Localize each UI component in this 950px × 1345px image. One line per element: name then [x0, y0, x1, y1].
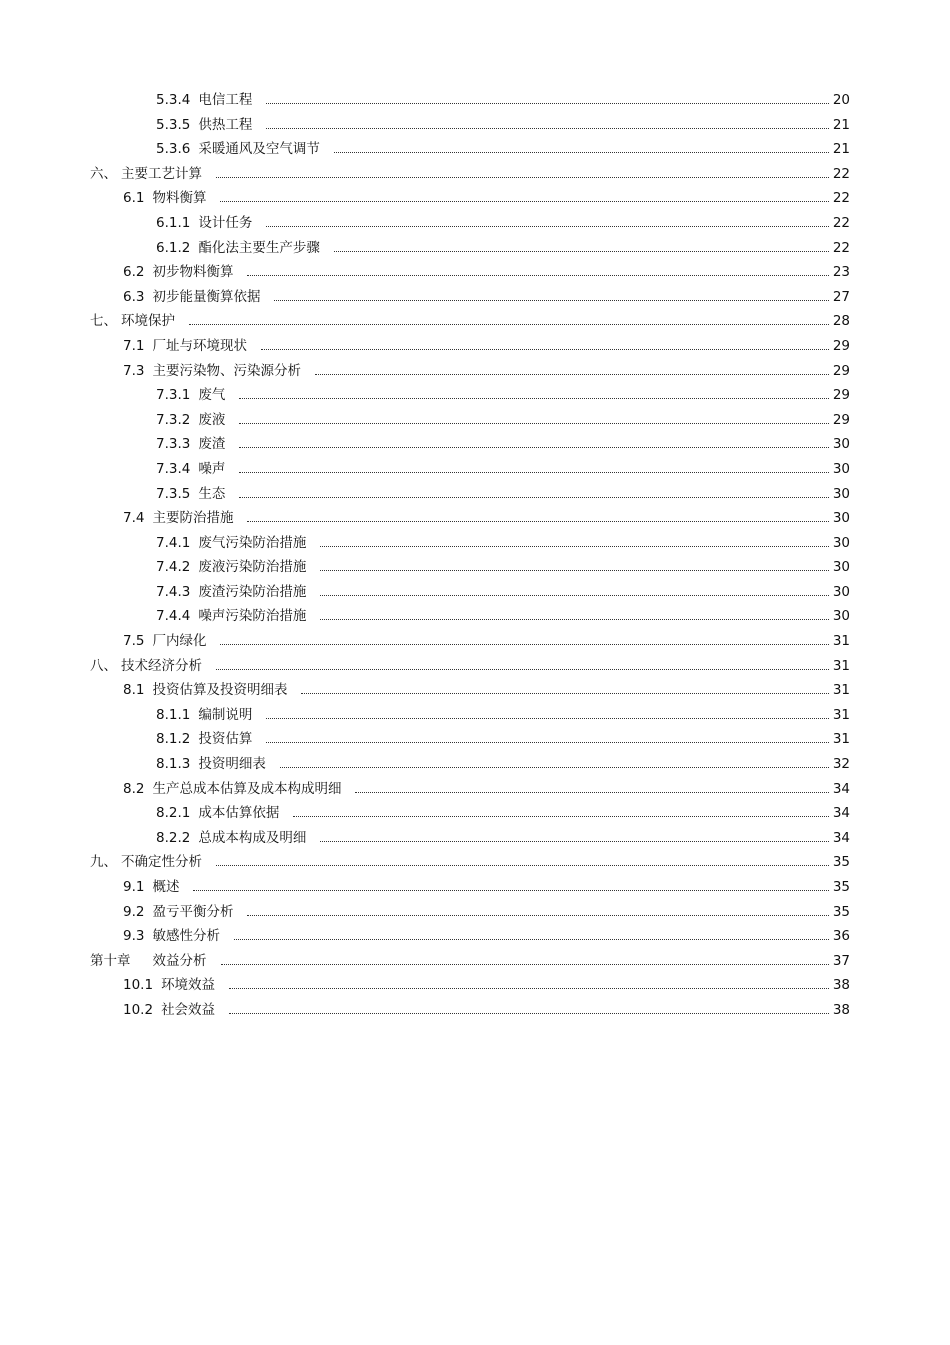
toc-entry[interactable]: [0, 727, 950, 752]
section-number: 8.2.2: [156, 829, 191, 846]
toc-entry-label: [123, 900, 233, 925]
section-number: 7.3.3: [156, 436, 191, 453]
page-number: 37: [832, 952, 850, 969]
section-number: 7.3.4: [156, 460, 191, 477]
section-title: 技术经济分析: [121, 657, 202, 674]
section-number: 7.4.3: [156, 583, 191, 600]
page-number: 30: [832, 534, 850, 551]
page-number: 27: [832, 288, 850, 305]
section-title: 盈亏平衡分析: [152, 903, 234, 920]
dot-leader: [234, 939, 829, 940]
section-title: 生态: [198, 485, 226, 502]
page-number: 30: [832, 559, 850, 576]
toc-entry[interactable]: [0, 309, 950, 334]
dot-leader: [247, 275, 829, 276]
dot-leader: [247, 915, 829, 916]
section-number: 7.4.4: [156, 608, 191, 625]
section-number: 5.3.5: [156, 116, 191, 133]
section-title: 废渣: [198, 436, 226, 453]
toc-entry[interactable]: [0, 457, 950, 482]
toc-entry[interactable]: [0, 949, 950, 974]
toc-entry-label: [123, 260, 233, 285]
section-title: 初步能量衡算依据: [152, 288, 261, 305]
toc-entry[interactable]: [0, 186, 950, 211]
toc-entry[interactable]: [0, 531, 950, 556]
page-number: 34: [832, 829, 850, 846]
page-number: 29: [832, 362, 850, 379]
toc-entry[interactable]: [0, 162, 950, 187]
dot-leader: [293, 816, 829, 817]
section-title: 噪声: [198, 460, 226, 477]
dot-leader: [239, 423, 829, 424]
dot-leader: [261, 349, 829, 350]
toc-entry[interactable]: [0, 998, 950, 1023]
section-title: 噪声污染防治措施: [198, 608, 307, 625]
dot-leader: [189, 324, 829, 325]
section-title: 主要污染物、污染源分析: [152, 362, 301, 379]
page-number: 23: [832, 264, 850, 281]
toc-entry-label: [156, 457, 225, 482]
dot-leader: [266, 718, 829, 719]
section-number: 8.1.1: [156, 706, 191, 723]
toc-entry-label: [123, 359, 301, 384]
page-number: 22: [832, 165, 850, 182]
page-number: 34: [832, 780, 850, 797]
dot-leader: [266, 742, 829, 743]
toc-entry[interactable]: [0, 654, 950, 679]
section-number: 8.1: [123, 682, 145, 699]
page-number: 36: [832, 928, 850, 945]
page-number: 22: [832, 214, 850, 231]
dot-leader: [266, 103, 829, 104]
toc-entry-label: [156, 432, 225, 457]
dot-leader: [301, 693, 829, 694]
toc-entry-label: [123, 506, 233, 531]
dot-leader: [266, 128, 829, 129]
section-number: 10.1: [123, 977, 154, 994]
section-title: 成本估算依据: [198, 805, 280, 822]
section-title: 环境效益: [161, 977, 216, 994]
toc-entry-label: [90, 162, 202, 187]
dot-leader: [355, 792, 829, 793]
dot-leader: [320, 546, 829, 547]
dot-leader: [216, 669, 829, 670]
section-title: 投资明细表: [198, 756, 266, 773]
dot-leader: [334, 152, 829, 153]
toc-entry-label: [156, 113, 252, 138]
toc-entry[interactable]: [0, 506, 950, 531]
section-title: 初步物料衡算: [152, 264, 234, 281]
toc-entry-label: [156, 801, 279, 826]
section-number: 第十章: [90, 952, 131, 969]
page-number: 29: [832, 411, 850, 428]
dot-leader: [334, 251, 829, 252]
toc-entry[interactable]: [0, 482, 950, 507]
section-title: 废气污染防治措施: [198, 534, 307, 551]
section-title: 生产总成本估算及成本构成明细: [152, 780, 342, 797]
section-title: 设计任务: [198, 214, 253, 231]
section-number: 6.1.2: [156, 239, 191, 256]
section-title: 厂内绿化: [152, 633, 207, 650]
page-number: 38: [832, 977, 850, 994]
dot-leader: [266, 226, 829, 227]
dot-leader: [320, 570, 829, 571]
page-number: 32: [832, 756, 850, 773]
toc-entry-label: [156, 531, 306, 556]
section-title: 物料衡算: [152, 190, 207, 207]
section-title: 供热工程: [198, 116, 253, 133]
page-number: 22: [832, 239, 850, 256]
toc-entry[interactable]: [0, 826, 950, 851]
section-title: 废液污染防治措施: [198, 559, 307, 576]
section-number: 9.2: [123, 903, 145, 920]
toc-entry-label: [90, 654, 202, 679]
section-number: 6.3: [123, 288, 145, 305]
section-title: 废渣污染防治措施: [198, 583, 307, 600]
table-of-contents: [0, 88, 950, 1023]
toc-entry-label: [156, 383, 225, 408]
toc-entry-label: [123, 186, 206, 211]
page-number: 35: [832, 854, 850, 871]
toc-entry-label: [156, 137, 320, 162]
toc-entry[interactable]: [0, 850, 950, 875]
page-number: 22: [832, 190, 850, 207]
toc-entry[interactable]: [0, 383, 950, 408]
section-number: 8.1.3: [156, 756, 191, 773]
toc-entry-label: [123, 998, 215, 1023]
page-number: 21: [832, 141, 850, 158]
section-number: 7.4.2: [156, 559, 191, 576]
section-title: 不确定性分析: [121, 854, 202, 871]
section-title: 投资估算及投资明细表: [152, 682, 288, 699]
section-number: 7.3: [123, 362, 145, 379]
toc-entry[interactable]: [0, 752, 950, 777]
toc-entry[interactable]: [0, 285, 950, 310]
toc-entry-label: [156, 482, 225, 507]
page-number: 29: [832, 337, 850, 354]
dot-leader: [216, 177, 829, 178]
dot-leader: [239, 497, 829, 498]
section-title: 概述: [152, 879, 180, 895]
toc-entry-label: [156, 826, 306, 851]
section-title: 敏感性分析: [152, 928, 220, 945]
page-number: 35: [832, 879, 850, 895]
section-number: 9.1: [123, 879, 145, 895]
section-number: 八、: [90, 657, 117, 674]
page-number: 21: [832, 116, 850, 133]
page-number: 31: [832, 633, 850, 650]
toc-entry[interactable]: [0, 113, 950, 138]
section-number: 6.1.1: [156, 214, 191, 231]
section-title: 效益分析: [152, 952, 207, 969]
section-title: 社会效益: [161, 1001, 216, 1018]
toc-entry[interactable]: [0, 432, 950, 457]
section-title: 废气: [198, 387, 226, 404]
toc-entry-label: [123, 924, 220, 949]
toc-entry[interactable]: [0, 924, 950, 949]
toc-entry[interactable]: [0, 875, 950, 900]
section-title: 厂址与环境现状: [152, 337, 247, 354]
dot-leader: [239, 447, 829, 448]
section-title: 主要工艺计算: [121, 165, 202, 182]
toc-entry-label: [123, 285, 260, 310]
section-number: 7.3.2: [156, 411, 191, 428]
page-number: 30: [832, 510, 850, 527]
toc-entry[interactable]: [0, 408, 950, 433]
section-title: 酯化法主要生产步骤: [198, 239, 320, 256]
page-number: 20: [832, 92, 850, 108]
toc-entry[interactable]: [0, 604, 950, 629]
section-title: 总成本构成及明细: [198, 829, 307, 846]
toc-entry[interactable]: [0, 801, 950, 826]
toc-entry-label: [156, 236, 320, 261]
dot-leader: [280, 767, 829, 768]
page-number: 31: [832, 657, 850, 674]
section-number: 5.3.4: [156, 92, 191, 108]
toc-entry-label: [156, 604, 306, 629]
toc-entry-label: [156, 703, 252, 728]
toc-entry[interactable]: [0, 678, 950, 703]
toc-entry[interactable]: [0, 629, 950, 654]
toc-entry[interactable]: [0, 211, 950, 236]
dot-leader: [247, 521, 829, 522]
toc-entry-label: [123, 678, 287, 703]
dot-leader: [220, 644, 829, 645]
toc-entry-label: [156, 727, 252, 752]
page-number: 28: [832, 313, 850, 330]
toc-entry[interactable]: [0, 260, 950, 285]
toc-entry-label: [123, 629, 206, 654]
section-number: 8.2: [123, 780, 145, 797]
toc-entry-label: [123, 334, 247, 359]
page-number: 30: [832, 608, 850, 625]
section-number: 七、: [90, 313, 117, 330]
page-number: 30: [832, 485, 850, 502]
dot-leader: [315, 374, 829, 375]
toc-entry-label: [90, 850, 202, 875]
section-number: 7.4.1: [156, 534, 191, 551]
section-number: 九、: [90, 854, 117, 871]
section-title: 编制说明: [198, 706, 253, 723]
page-number: 30: [832, 436, 850, 453]
dot-leader: [229, 1013, 829, 1014]
section-title: 电信工程: [198, 92, 253, 108]
section-title: 主要防治措施: [152, 510, 234, 527]
section-number: 8.1.2: [156, 731, 191, 748]
section-number: 8.2.1: [156, 805, 191, 822]
section-number: 7.3.5: [156, 485, 191, 502]
page-number: 31: [832, 706, 850, 723]
page-number: 31: [832, 731, 850, 748]
dot-leader: [320, 841, 829, 842]
toc-entry[interactable]: [0, 973, 950, 998]
dot-leader: [193, 890, 829, 891]
toc-entry[interactable]: [0, 334, 950, 359]
toc-entry[interactable]: [0, 236, 950, 261]
toc-entry-label: [90, 949, 207, 974]
section-number: 六、: [90, 165, 117, 182]
section-number: 7.1: [123, 337, 145, 354]
section-number: 5.3.6: [156, 141, 191, 158]
dot-leader: [220, 201, 829, 202]
dot-leader: [221, 964, 829, 965]
page-number: 38: [832, 1001, 850, 1018]
section-number: 10.2: [123, 1001, 154, 1018]
page-number: 30: [832, 460, 850, 477]
toc-entry[interactable]: [0, 359, 950, 384]
toc-entry[interactable]: [0, 777, 950, 802]
section-title: 废液: [198, 411, 226, 428]
section-title: 采暖通风及空气调节: [198, 141, 320, 158]
dot-leader: [274, 300, 829, 301]
page-number: 35: [832, 903, 850, 920]
dot-leader: [239, 472, 829, 473]
toc-entry-label: [156, 580, 306, 605]
section-number: 6.2: [123, 264, 145, 281]
dot-leader: [320, 619, 829, 620]
toc-entry[interactable]: [0, 88, 950, 113]
page-number: 29: [832, 387, 850, 404]
toc-entry-label: [156, 555, 306, 580]
toc-entry[interactable]: [0, 703, 950, 728]
page-number: 30: [832, 583, 850, 600]
dot-leader: [229, 988, 829, 989]
toc-entry[interactable]: [0, 555, 950, 580]
toc-entry-label: [123, 973, 215, 998]
page-number: 31: [832, 682, 850, 699]
toc-entry-label: [123, 875, 179, 900]
section-number: 6.1: [123, 190, 145, 207]
toc-entry-label: [156, 408, 225, 433]
toc-entry-label: [156, 752, 266, 777]
section-title: 环境保护: [121, 313, 175, 330]
dot-leader: [320, 595, 829, 596]
toc-entry-label: [156, 88, 252, 113]
section-number: 7.4: [123, 510, 145, 527]
section-title: 投资估算: [198, 731, 253, 748]
toc-entry[interactable]: [0, 580, 950, 605]
toc-entry[interactable]: [0, 900, 950, 925]
section-number: 7.5: [123, 633, 145, 650]
section-number: 9.3: [123, 928, 145, 945]
section-number: 7.3.1: [156, 387, 191, 404]
toc-entry-label: [90, 309, 175, 334]
toc-entry-label: [123, 777, 341, 802]
dot-leader: [216, 865, 829, 866]
page-number: 34: [832, 805, 850, 822]
toc-entry[interactable]: [0, 137, 950, 162]
dot-leader: [239, 398, 829, 399]
toc-entry-label: [156, 211, 252, 236]
